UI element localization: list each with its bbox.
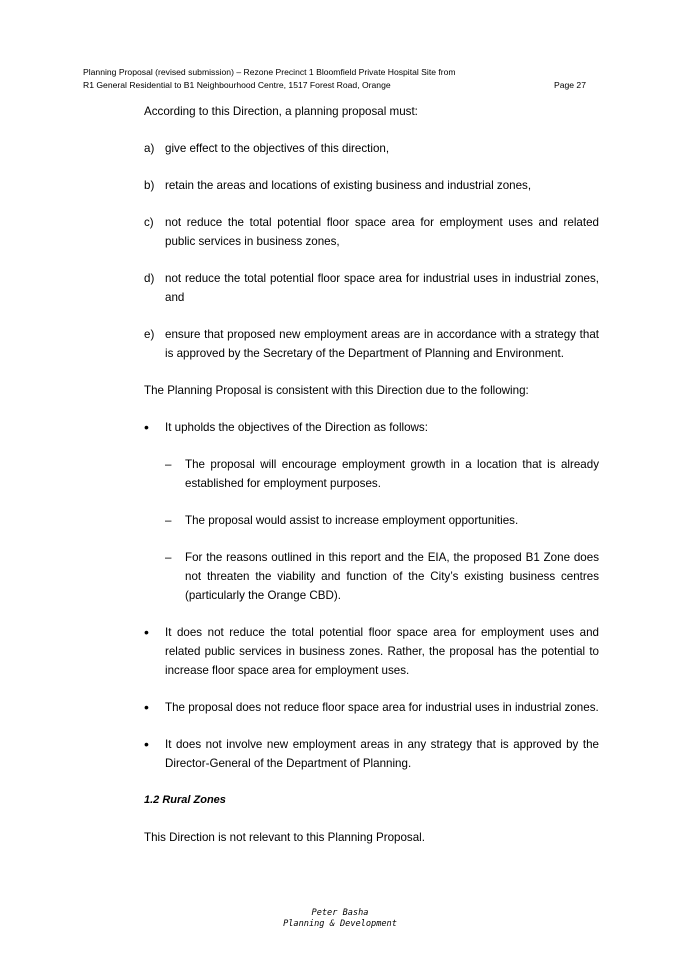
intro-paragraph: According to this Direction, a planning proposal must: [144, 105, 418, 118]
list-item-text: not reduce the total potential floor space area for industrial uses in industrial zones, and [165, 272, 599, 304]
list-item-text: retain the areas and locations of existing business and industrial zones, [165, 179, 532, 192]
sub-bullet-item [144, 511, 599, 530]
dash-icon: – [165, 514, 172, 527]
bullet-text: It upholds the objectives of the Direction as follows: [165, 421, 428, 434]
bullet-icon: • [144, 736, 149, 752]
list-item-text: give effect to the objectives of this direction, [165, 142, 390, 155]
bullet-item [144, 735, 599, 773]
requirement-item-e [144, 325, 599, 363]
dash-icon: – [165, 458, 172, 471]
list-marker: b) [144, 179, 155, 192]
sub-bullet-item [144, 548, 599, 605]
bullet-icon: • [144, 699, 149, 715]
section-heading: 1.2 Rural Zones [144, 794, 226, 806]
sub-bullet-text: The proposal will encourage employment growth in a location that is already established for employment purposes. [185, 458, 599, 490]
list-marker: e) [144, 328, 155, 341]
document-body [144, 102, 599, 865]
bullet-item [144, 698, 599, 717]
sub-bullet-text: For the reasons outlined in this report and the EIA, the proposed B1 Zone does not threaten the viability and function of the City’s existing business centres (particularly the Orange CBD). [185, 551, 599, 602]
list-marker: d) [144, 272, 155, 285]
bullet-item [144, 623, 599, 680]
section-paragraph: This Direction is not relevant to this Planning Proposal. [144, 831, 425, 844]
list-marker: c) [144, 216, 154, 229]
bullet-text: It does not involve new employment areas in any strategy that is approved by the Director-General of the Department of Planning. [165, 738, 599, 770]
bullet-icon: • [144, 624, 149, 640]
list-item-text: not reduce the total potential floor space area for employment uses and related public services in business zones, [165, 216, 599, 248]
page-header [83, 66, 593, 91]
footer-company: Planning & Development [283, 919, 397, 929]
header-title-line-2: R1 General Residential to B1 Neighbourhood Centre, 1517 Forest Road, Orange [83, 79, 391, 90]
list-item-text: ensure that proposed new employment areas are in accordance with a strategy that is approved by the Secretary of the Department of Planning and Environment. [165, 328, 599, 360]
page-number: Page 27 [553, 79, 586, 90]
consistency-paragraph: The Planning Proposal is consistent with this Direction due to the following: [144, 384, 529, 397]
page-footer [0, 908, 680, 930]
requirement-item-d [144, 269, 599, 307]
requirement-item-a [144, 139, 599, 158]
bullet-text: It does not reduce the total potential floor space area for employment uses and related public services in business zones. Rather, the proposal has the potential to increase floor space area for employment uses. [165, 626, 599, 677]
bullet-text: The proposal does not reduce floor space area for industrial uses in industrial zones. [165, 701, 599, 714]
bullet-icon: • [144, 419, 149, 435]
requirement-item-c [144, 213, 599, 251]
sub-bullet-text: The proposal would assist to increase employment opportunities. [185, 514, 519, 527]
requirement-item-b [144, 176, 599, 195]
sub-bullet-item [144, 455, 599, 493]
dash-icon: – [165, 551, 172, 564]
footer-author: Peter Basha [311, 908, 369, 918]
list-marker: a) [144, 142, 155, 155]
bullet-item [144, 418, 599, 437]
header-title-line-1: Planning Proposal (revised submission) – Rezone Precinct 1 Bloomfield Private Hospital Site from [83, 67, 456, 77]
